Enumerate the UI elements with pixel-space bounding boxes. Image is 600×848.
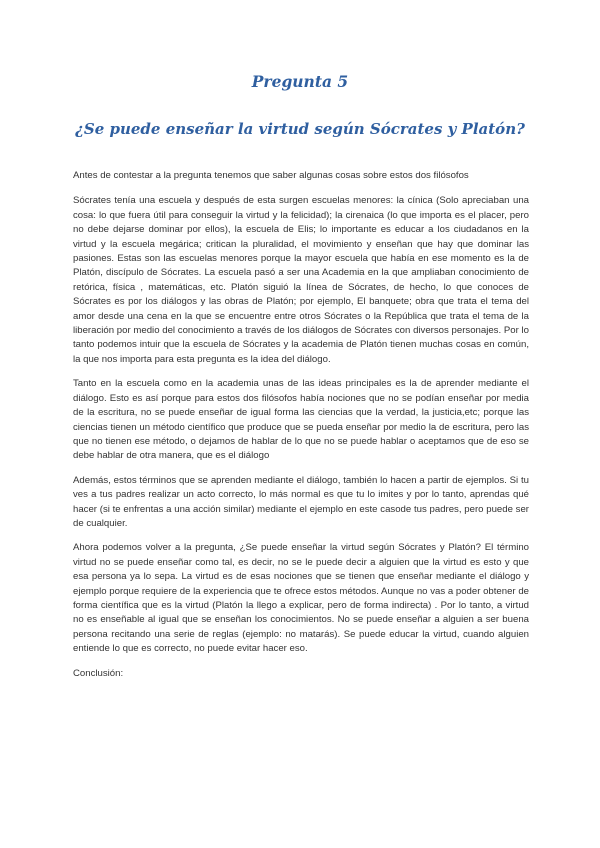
paragraph-answer: Ahora podemos volver a la pregunta, ¿Se puede enseñar la virtud según Sócrates y Platón? El término virtud no se puede enseñar como tal, es decir, no se le puede decir a alguien que la virtud es esto y que esa persona ya lo sepa. La virtud es de esas nociones que se tienen que enseñar mediante el diálogo y ejemplo porque requiere de la experiencia que te ofrece estos métodos. Aunque no vas a poder obtener de forma científica que es la virtud (Platón la llego a explicar, pero de forma indirecta) . Por lo tanto, a virtud no es enseñable al igual que se enseñan los conocimientos. No se puede enseñar a alguien a ser buena persona recitando una serie de reglas (ejemplo: no matarás). Se puede educar la virtud, cuando alguien entiende lo que es correcto, no puede evitar hacer eso. [73, 542, 529, 655]
document-body [73, 169, 529, 691]
paragraph-intro: Antes de contestar a la pregunta tenemos que saber algunas cosas sobre estos dos filósofos [73, 170, 469, 181]
question-number-heading: Pregunta 5 [251, 72, 349, 91]
paragraph-conclusion: Conclusión: [73, 667, 124, 679]
paragraph-schools: Sócrates tenía una escuela y después de esta surgen escuelas menores: la cínica (Solo apreciaban una cosa: lo que fuera útil para conseguir la virtud y la felicidad); la cirenaica (lo que importa es el placer, pero no debe dejarse dominar por ellos), la escuela de Elis; lo importante es educar a los ciudadanos en la virtud y la escuela megárica; critican la pluralidad, el movimiento y enseñan que hay que dominar las pasiones. Estas son las escuelas menores porque la mayor escuela que había en ese momento es la de Platón, discípulo de Sócrates. La escuela pasó a ser una Academia en la que ampliaban conocimiento de retórica, física , matemáticas, etc. Platón siguió la línea de Sócrates, de hecho, lo que conoces de Sócrates es por los diálogos y las obras de Platón; por ejemplo, El banquete; obra que trata el tema del amor desde una cena en la que se encuentre entre otros Sócrates o la República que trata el tema de la liberación por medio del conocimiento a través de los diálogos de Sócrates con diversos personajes. Por lo tanto podemos intuir que la escuela de Sócrates y la academia de Platón tienen muchas cosas en común, la que nos importa para esta pregunta es la idea del diálogo. [73, 195, 529, 365]
question-title-heading: ¿Se puede enseñar la virtud según Sócrates y Platón? [75, 120, 525, 138]
paragraph-dialogue: Tanto en la escuela como en la academia unas de las ideas principales es la de aprender mediante el diálogo. Esto es así porque para estos dos filósofos había nociones que no se podían enseñar por media de la escritura, no se puede enseñar de igual forma las ciencias que la verdad, la justicia,etc; porque las ciencias tienen un método científico que produce que se pueda enseñar por medio la de escritura, pero las que no tienen ese método, o dejamos de hablar de lo que no se puede hablar o aceptamos que de eso se debe hablar de otra manera, que es el diálogo [73, 378, 529, 462]
paragraph-examples: Además, estos términos que se aprenden mediante el diálogo, también lo hacen a partir de ejemplos. Si tu ves a tus padres realizar un acto correcto, lo más normal es que tu lo imites y por lo tanto, aprendas qué hacer (si te enfrentas a una acción similar) mediante el ejemplo en este casode tus padres, pero puede ser de cualquier. [73, 474, 529, 529]
